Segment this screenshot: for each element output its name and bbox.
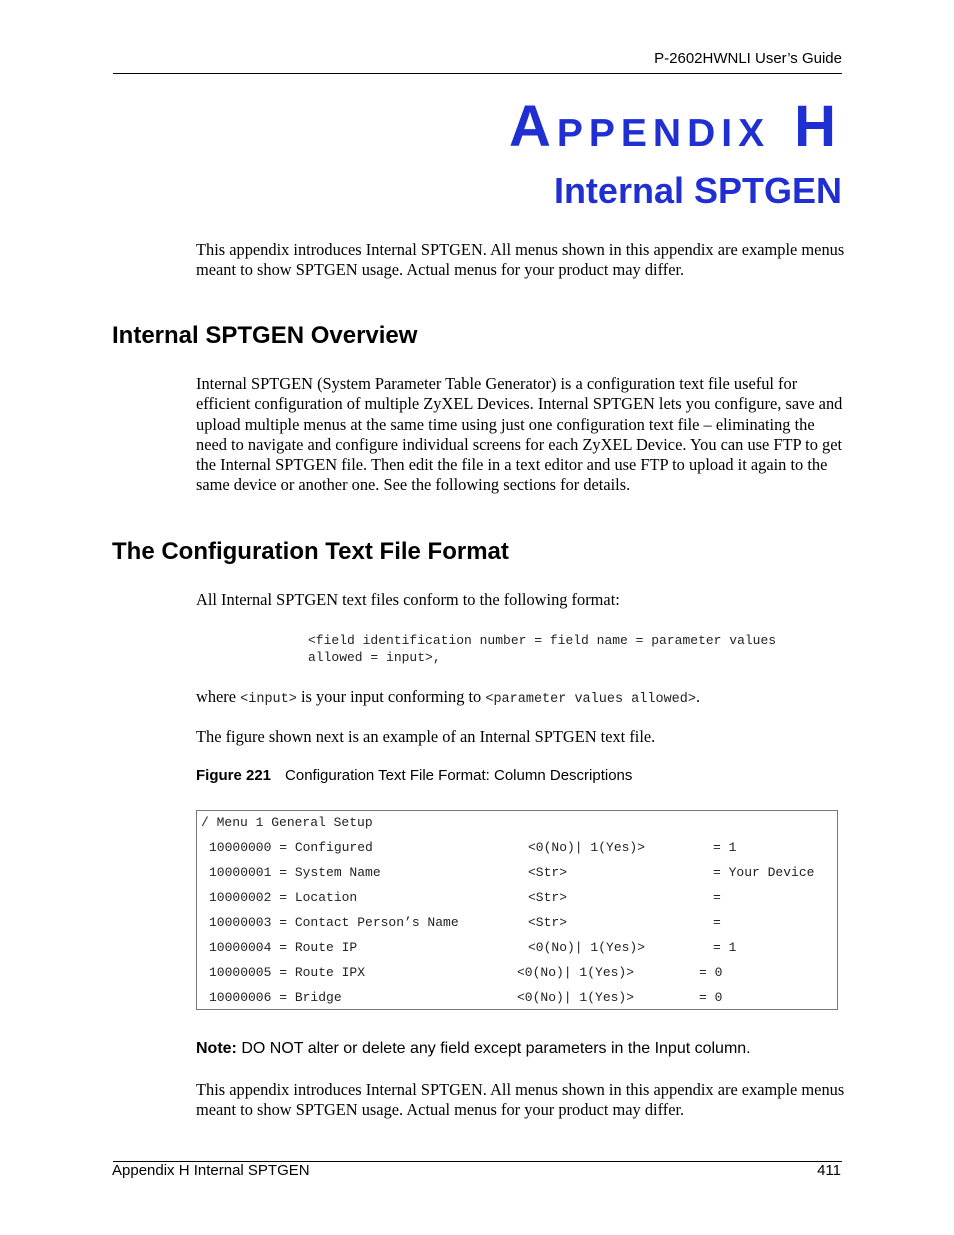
figure-label: Figure 221: [196, 767, 272, 784]
row-value: = 0: [699, 990, 723, 1005]
row-value: = 1: [713, 840, 737, 855]
row-allowed: <0(No)| 1(Yes)>: [517, 965, 635, 980]
row-value: =: [713, 915, 721, 930]
row-allowed: <0(No)| 1(Yes)>: [517, 990, 635, 1005]
intro-paragraph: This appendix introduces Internal SPTGEN. All menus shown in this appendix are example menus meant to show SPTGEN usage. Actual menus for your product may differ.: [196, 240, 845, 280]
format-code-line: <field identification number = field name = parameter values: [308, 633, 777, 648]
chapter-title: Internal SPTGEN: [553, 170, 842, 211]
row-allowed: <Str>: [528, 915, 568, 930]
format-code-line: allowed = input>,: [308, 650, 441, 665]
row-field: 10000005 = Route IPX: [209, 965, 366, 980]
row-field: 10000001 = System Name: [209, 865, 381, 880]
format-lead: All Internal SPTGEN text files conform to the following format:: [196, 590, 620, 609]
note-label: Note:: [196, 1040, 237, 1057]
menu-title-line: / Menu 1 General Setup: [201, 815, 373, 830]
where-sentence: [196, 687, 700, 707]
row-allowed: <Str>: [528, 865, 568, 880]
parameter-code: <parameter values allowed>: [485, 692, 696, 707]
config-example-box: [196, 810, 838, 1010]
row-value: = Your Device: [713, 865, 815, 880]
input-code: <input>: [240, 692, 297, 707]
row-field: 10000000 = Configured: [209, 840, 373, 855]
header-rule: [113, 73, 842, 74]
appendix-word: PPENDIX: [556, 112, 771, 155]
row-field: 10000003 = Contact Person’s Name: [209, 915, 459, 930]
where-middle: is your input conforming to: [296, 687, 486, 706]
where-suffix: .: [695, 687, 701, 706]
figure-caption: [196, 767, 632, 784]
running-header: P-2602HWNLI User’s Guide: [654, 50, 842, 67]
row-value: =: [713, 890, 721, 905]
figure-intro: The figure shown next is an example of an Internal SPTGEN text file.: [196, 727, 656, 746]
overview-heading: Internal SPTGEN Overview: [112, 322, 418, 349]
appendix-title: [509, 94, 842, 159]
row-value: = 0: [699, 965, 723, 980]
page-number: 411: [817, 1162, 841, 1179]
row-allowed: <0(No)| 1(Yes)>: [528, 840, 646, 855]
row-field: 10000002 = Location: [209, 890, 358, 905]
where-prefix: where: [196, 687, 241, 706]
appendix-letter: H: [794, 94, 842, 159]
format-code-block: [308, 632, 776, 666]
note-text: DO NOT alter or delete any field except parameters in the Input column.: [236, 1040, 751, 1057]
row-field: 10000006 = Bridge: [209, 990, 342, 1005]
note: [196, 1040, 751, 1058]
footer-chapter: Appendix H Internal SPTGEN: [112, 1162, 310, 1179]
figure-caption-text: Configuration Text File Format: Column Descriptions: [285, 767, 633, 784]
row-value: = 1: [713, 940, 737, 955]
format-heading: The Configuration Text File Format: [112, 538, 509, 565]
appendix-initial: A: [509, 94, 557, 159]
row-allowed: <0(No)| 1(Yes)>: [528, 940, 646, 955]
row-allowed: <Str>: [528, 890, 568, 905]
row-field: 10000004 = Route IP: [209, 940, 358, 955]
closing-paragraph: This appendix introduces Internal SPTGEN. All menus shown in this appendix are example menus meant to show SPTGEN usage. Actual menus for your product may differ.: [196, 1080, 845, 1120]
overview-paragraph: Internal SPTGEN (System Parameter Table Generator) is a configuration text file useful for efficient configuration of multiple ZyXEL Devices. Internal SPTGEN lets you configure, save and upload multiple menus at the same time using just one configuration text file – eliminating the need to navigate and configure individual screens for each ZyXEL Device. You can use FTP to get the Internal SPTGEN file. Then edit the file in a text editor and use FTP to upload it again to the same device or another one. See the following sections for details.: [196, 374, 843, 495]
